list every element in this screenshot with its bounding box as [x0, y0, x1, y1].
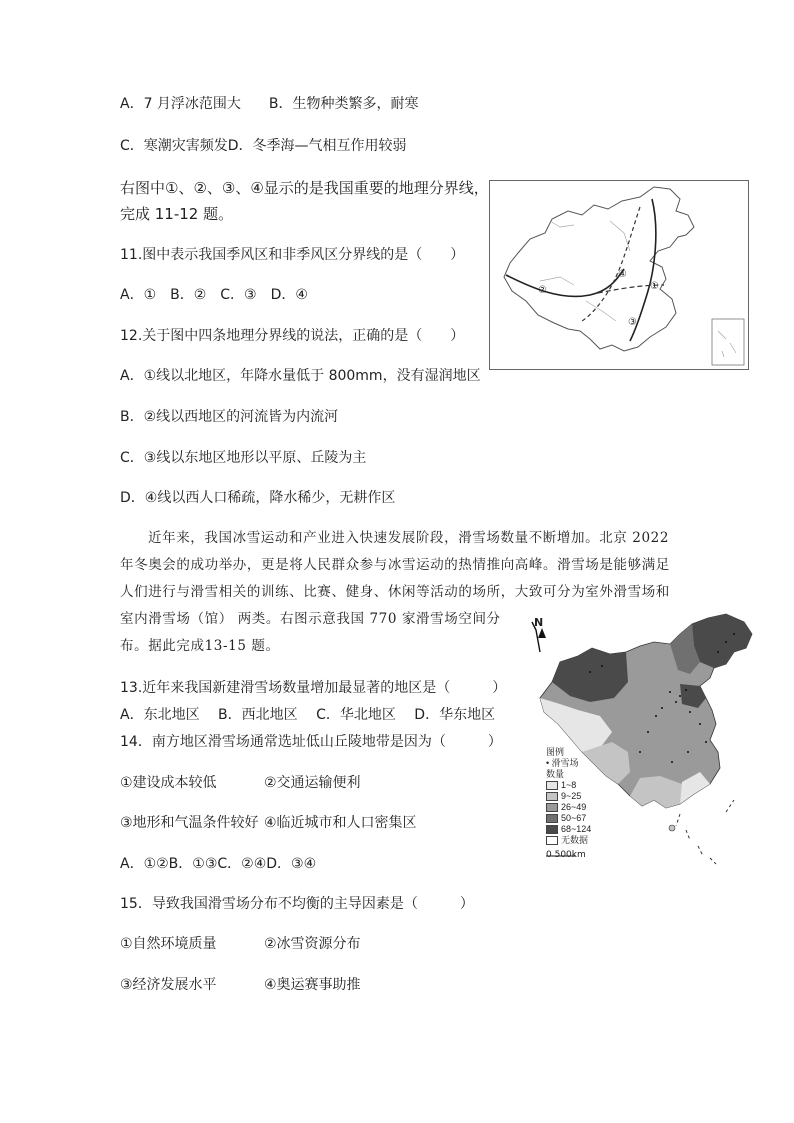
q14-item2: ②交通运输便利: [264, 775, 361, 791]
q15-item2: ②冰雪资源分布: [264, 936, 361, 952]
north-label: N: [534, 616, 544, 629]
q12-option-a: A．①线以北地区，年降水量低于 800mm，没有湿润地区: [120, 368, 481, 384]
boundary-lines-map: [489, 180, 749, 370]
line-label-3: ③: [628, 317, 637, 328]
q11-stem: 11.图中表示我国季风区和非季风区分界线的是（ ）: [120, 247, 465, 263]
passage-line3: 人们进行与滑雪相关的训练、比赛、健身、休闲等活动的场所，大致可分为室外滑雪场和: [120, 584, 670, 600]
passage-line4: 室内滑雪场（馆） 两类。右图示意我国 770 家滑雪场空间分: [120, 611, 501, 627]
q12-option-d: D．④线以西人口稀疏，降水稀少，无耕作区: [120, 490, 396, 506]
passage-line2: 年冬奥会的成功举办，更是将人民群众参与冰雪运动的热情推向高峰。滑雪场是能够满足: [120, 557, 670, 573]
ski-resort-map: [530, 612, 758, 878]
intro-line1: 右图中①、②、③、④显示的是我国重要的地理分界线，: [120, 179, 489, 197]
legend-class: 9~25: [546, 791, 591, 802]
q13-stem: 13.近年来我国新建滑雪场数量增加最显著的地区是（ ）: [120, 680, 507, 696]
map-legend: [546, 747, 591, 846]
q12-option-b: B．②线以西地区的河流皆为内流河: [120, 409, 339, 425]
legend-count-label: 数量: [546, 769, 565, 779]
q11-options: A．① B．② C．③ D．④: [120, 287, 308, 303]
q14-item4: ④临近城市和人口密集区: [264, 815, 417, 831]
line-label-1: ①: [650, 281, 659, 292]
q12-stem: 12.关于图中四条地理分界线的说法，正确的是（ ）: [120, 328, 465, 344]
q12-option-c: C．③线以东地区地形以平原、丘陵为主: [120, 450, 367, 466]
legend-title: 图例: [546, 747, 565, 757]
line-label-2: ②: [538, 285, 547, 296]
legend-class: 26~49: [546, 802, 591, 813]
q15-item4: ④奥运赛事助推: [264, 977, 361, 993]
q15-item1: ①自然环境质量: [120, 936, 217, 952]
legend-point: • 滑雪场: [546, 758, 579, 768]
q10-options-line1: A．7 月浮冰范围大 B．生物种类繁多，耐寒: [120, 96, 419, 112]
scale-label: 0 500km: [546, 850, 586, 860]
q14-item3: ③地形和气温条件较好: [120, 815, 259, 831]
q15-stem: 15．导致我国滑雪场分布不均衡的主导因素是（ ）: [120, 896, 474, 912]
intro-line2: 完成 11-12 题。: [120, 205, 234, 223]
legend-class: 1~8: [546, 780, 591, 791]
q14-options: A．①②B．①③C．②④D．③④: [120, 856, 317, 872]
q13-options: A．东北地区 B．西北地区 C．华北地区 D．华东地区: [120, 707, 496, 723]
q14-item1: ①建设成本较低: [120, 775, 217, 791]
passage-line1: 近年来，我国冰雪运动和产业进入快速发展阶段，滑雪场数量不断增加。北京 2022: [148, 530, 670, 546]
line-label-4: ④: [618, 269, 627, 280]
passage-line5: 布。据此完成13-15 题。: [120, 638, 280, 654]
q10-options-line2: C．寒潮灾害频发D．冬季海—气相互作用较弱: [120, 138, 407, 154]
legend-class: 无数据: [546, 835, 591, 846]
legend-class: 50~67: [546, 813, 591, 824]
legend-class: 68~124: [546, 824, 591, 835]
q15-item3: ③经济发展水平: [120, 977, 217, 993]
q14-stem: 14．南方地区滑雪场通常选址低山丘陵地带是因为（ ）: [120, 734, 502, 750]
